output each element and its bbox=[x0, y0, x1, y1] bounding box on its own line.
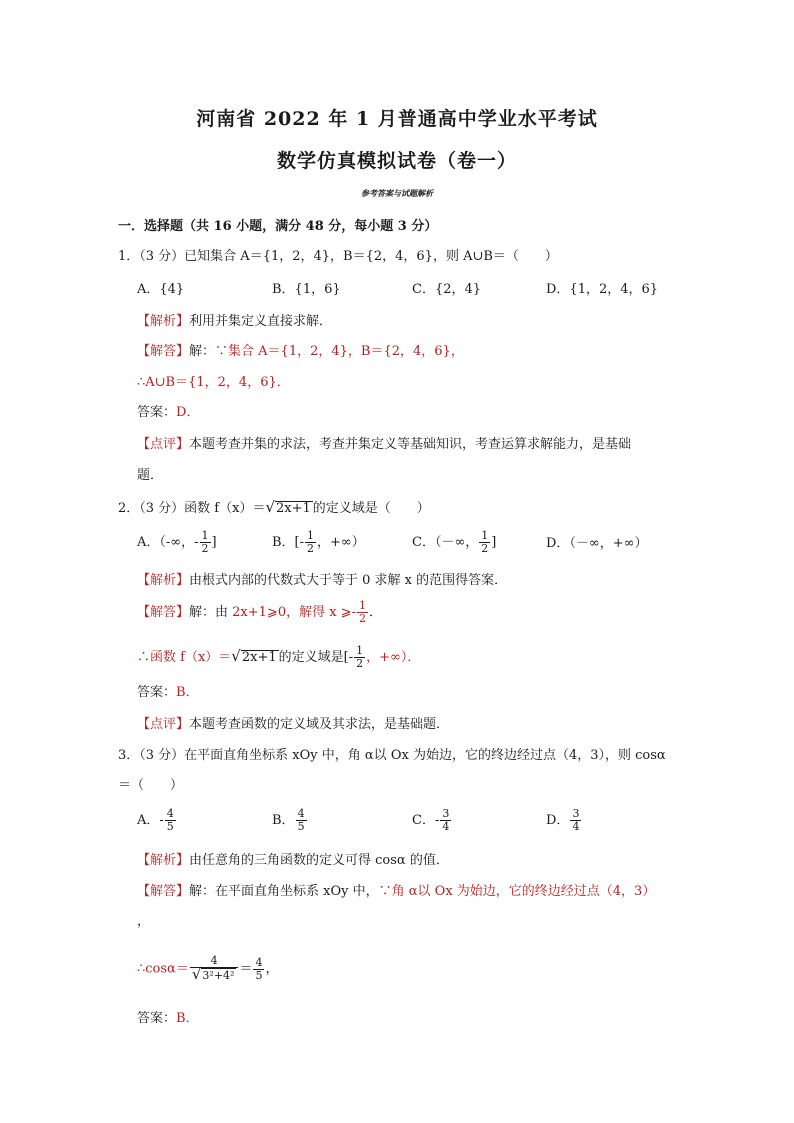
q2-solution-tag: 【解答】 bbox=[137, 605, 190, 620]
q3-a-den: 5 bbox=[166, 820, 174, 833]
q3-cos-num: 4 bbox=[190, 955, 239, 968]
q3-option-a bbox=[137, 808, 177, 833]
q3-cos-frac bbox=[190, 955, 239, 983]
q2-comment-text: 本题考查函数的定义域及其求法，是基础题． bbox=[189, 717, 450, 732]
q3-answer-label: 答案： bbox=[137, 1011, 177, 1026]
q2-a-num: 1 bbox=[201, 529, 209, 542]
q3-option-d bbox=[546, 808, 582, 833]
q3-c-den: 4 bbox=[442, 820, 450, 833]
q2-c-pre: C．（－∞， bbox=[412, 535, 479, 550]
paper-subtitle: 数学仿真模拟试卷（卷一） bbox=[276, 150, 517, 172]
q1-answer-value: D． bbox=[176, 405, 200, 420]
q3-solution-text: ∵角 α以 Ox 为始边，它的终边经过点（4，3） bbox=[378, 884, 656, 899]
q1-solution bbox=[137, 343, 464, 361]
q3-answer bbox=[137, 1010, 199, 1028]
q3-a-pre: A．- bbox=[137, 813, 164, 828]
q1-answer-label: 答案： bbox=[137, 405, 177, 420]
answer-note: 参考答案与试题解析 bbox=[361, 188, 433, 198]
q3-analysis-text: 由任意角的三角函数的定义可得 cosα 的值． bbox=[189, 853, 449, 868]
q3-cos-calc bbox=[137, 955, 278, 983]
q2-c-den: 2 bbox=[481, 542, 489, 555]
q3-cos-den bbox=[190, 965, 239, 983]
q2-b-num: 1 bbox=[307, 529, 315, 542]
q1-solution-lead: 解： bbox=[189, 344, 216, 359]
q3-option-c bbox=[412, 808, 452, 833]
q1-comment bbox=[137, 436, 631, 454]
q2-b-pre: B．[- bbox=[272, 535, 305, 550]
q2-comment bbox=[137, 716, 449, 734]
q2-sol-den: 2 bbox=[358, 612, 366, 625]
q2-solution-lead: 解：由 bbox=[189, 605, 233, 620]
q1-option-a: A．{4} bbox=[137, 282, 185, 297]
q3-cos-den2: 5 bbox=[255, 968, 263, 982]
q3-d-num: 3 bbox=[572, 807, 580, 820]
paper-title: 河南省 2022 年 1 月普通高中学业水平考试 bbox=[196, 108, 598, 130]
q3-answer-value: B． bbox=[176, 1011, 199, 1026]
q2-option-b bbox=[272, 530, 365, 555]
q2-comment-tag: 【点评】 bbox=[137, 717, 190, 732]
q3-cos-num2: 4 bbox=[255, 955, 263, 969]
q2-answer-label: 答案： bbox=[137, 685, 177, 700]
q2-analysis-tag: 【解析】 bbox=[137, 573, 190, 588]
q2-sol-frac bbox=[357, 600, 368, 625]
q2-b-den: 2 bbox=[307, 542, 315, 555]
q2-concl-den: 2 bbox=[356, 657, 364, 670]
q2-b-post: ，+∞） bbox=[317, 535, 365, 550]
q1-comment-tag: 【点评】 bbox=[137, 437, 190, 452]
q3-stem-cont: ＝（ ） bbox=[118, 778, 184, 793]
q3-b-num: 4 bbox=[297, 807, 305, 820]
q2-sol-num: 1 bbox=[358, 599, 366, 612]
q1-answer bbox=[137, 404, 199, 422]
q3-b-den: 5 bbox=[297, 820, 305, 833]
q3-c-pre: C．- bbox=[412, 813, 440, 828]
q3-d-pre: D． bbox=[546, 813, 570, 828]
q2-analysis-text: 由根式内部的代数式大于等于 0 求解 x 的范围得答案． bbox=[189, 573, 508, 588]
q2-a-frac bbox=[200, 530, 211, 555]
q3-d-frac bbox=[570, 808, 581, 833]
q3-a-num: 4 bbox=[166, 807, 174, 820]
sqrt-icon: √ bbox=[265, 498, 276, 516]
q3-c-num: 3 bbox=[442, 807, 450, 820]
q2-concl-num: 1 bbox=[356, 644, 364, 657]
q2-option-c bbox=[412, 530, 496, 555]
q3-cos-frac2 bbox=[253, 957, 264, 982]
q2-c-frac bbox=[479, 530, 490, 555]
q3-solution bbox=[137, 883, 655, 901]
q2-conclusion bbox=[137, 645, 420, 670]
q3-a-frac bbox=[165, 808, 176, 833]
q3-cos-eq: ＝ bbox=[239, 961, 253, 977]
q2-concl-post: ，+∞）． bbox=[366, 650, 421, 665]
q2-analysis bbox=[137, 572, 507, 590]
q3-solution-lead: 解：在平面直角坐标系 xOy 中， bbox=[189, 884, 379, 899]
q1-solution-tag: 【解答】 bbox=[137, 344, 190, 359]
sqrt-icon: √ bbox=[231, 647, 241, 665]
q2-answer bbox=[137, 684, 199, 702]
q1-analysis-tag: 【解析】 bbox=[137, 314, 190, 329]
q2-answer-value: B． bbox=[176, 685, 199, 700]
q3-cos-pre: ∴cosα＝ bbox=[137, 961, 189, 977]
q2-concl-frac bbox=[354, 645, 365, 670]
q2-c-num: 1 bbox=[481, 529, 489, 542]
q2-b-frac bbox=[305, 530, 316, 555]
q1-option-d: D．{1，2，4，6} bbox=[546, 282, 659, 297]
q3-b-frac bbox=[296, 808, 307, 833]
q3-d-den: 4 bbox=[572, 820, 580, 833]
q1-analysis-text: 利用并集定义直接求解． bbox=[189, 314, 333, 329]
q2-sol-post: ． bbox=[368, 605, 382, 620]
q1-analysis bbox=[137, 313, 332, 331]
q1-option-b: B．{1，6} bbox=[272, 282, 341, 297]
q3-b-pre: B． bbox=[272, 813, 295, 828]
q1-comment-cont: 题． bbox=[137, 468, 164, 483]
q2-stem-pre: 2．（3 分）函数 f（x）＝ bbox=[118, 501, 266, 516]
q2-stem bbox=[118, 498, 430, 518]
q3-cos-post: ， bbox=[265, 961, 279, 977]
q2-option-d: D．（－∞，+∞） bbox=[546, 536, 648, 551]
q3-analysis bbox=[137, 852, 449, 870]
q3-solution-comma: ， bbox=[137, 914, 151, 929]
q2-c-post: ] bbox=[491, 535, 497, 550]
q2-a-den: 2 bbox=[201, 542, 209, 555]
q3-option-b bbox=[272, 808, 308, 833]
q2-solution-text: 2x+1⩾0，解得 x ⩾- bbox=[232, 605, 356, 620]
sqrt-icon: √ bbox=[191, 965, 202, 983]
q1-stem: 1．（3 分）已知集合 A＝{1，2，4}，B＝{2，4，6}，则 A∪B＝（ ） bbox=[118, 249, 558, 264]
q3-solution-tag: 【解答】 bbox=[137, 884, 190, 899]
q2-a-pre: A．（-∞，- bbox=[137, 535, 199, 550]
q2-concl-pre: ∴函数 f（x）＝ bbox=[137, 650, 232, 665]
q2-stem-post: 的定义域是（ ） bbox=[312, 501, 430, 516]
q3-c-frac bbox=[440, 808, 451, 833]
q2-concl-mid: 的定义域是[- bbox=[278, 650, 354, 665]
q1-therefore: ∴A∪B＝{1，2，4，6}． bbox=[137, 375, 290, 390]
q2-concl-radicand: 2x+1 bbox=[241, 650, 277, 665]
q1-solution-text: ∵集合 A＝{1，2，4}，B＝{2，4，6}， bbox=[215, 344, 464, 359]
q3-cos-radicand: 3²+4² bbox=[202, 969, 235, 982]
q1-option-c: C．{2，4} bbox=[412, 282, 482, 297]
q2-a-post: ] bbox=[211, 535, 217, 550]
q2-solution bbox=[137, 600, 382, 625]
q3-analysis-tag: 【解析】 bbox=[137, 853, 190, 868]
q2-option-a bbox=[137, 530, 217, 555]
q2-stem-radicand: 2x+1 bbox=[276, 501, 311, 516]
q1-comment-text: 本题考查并集的求法，考查并集定义等基础知识，考查运算求解能力，是基础 bbox=[189, 437, 632, 452]
section-heading: 一．选择题（共 16 小题，满分 48 分，每小题 3 分） bbox=[118, 219, 438, 234]
q3-stem: 3．（3 分）在平面直角坐标系 xOy 中，角 α以 Ox 为始边，它的终边经过点（4，3），则 cosα bbox=[118, 748, 666, 763]
